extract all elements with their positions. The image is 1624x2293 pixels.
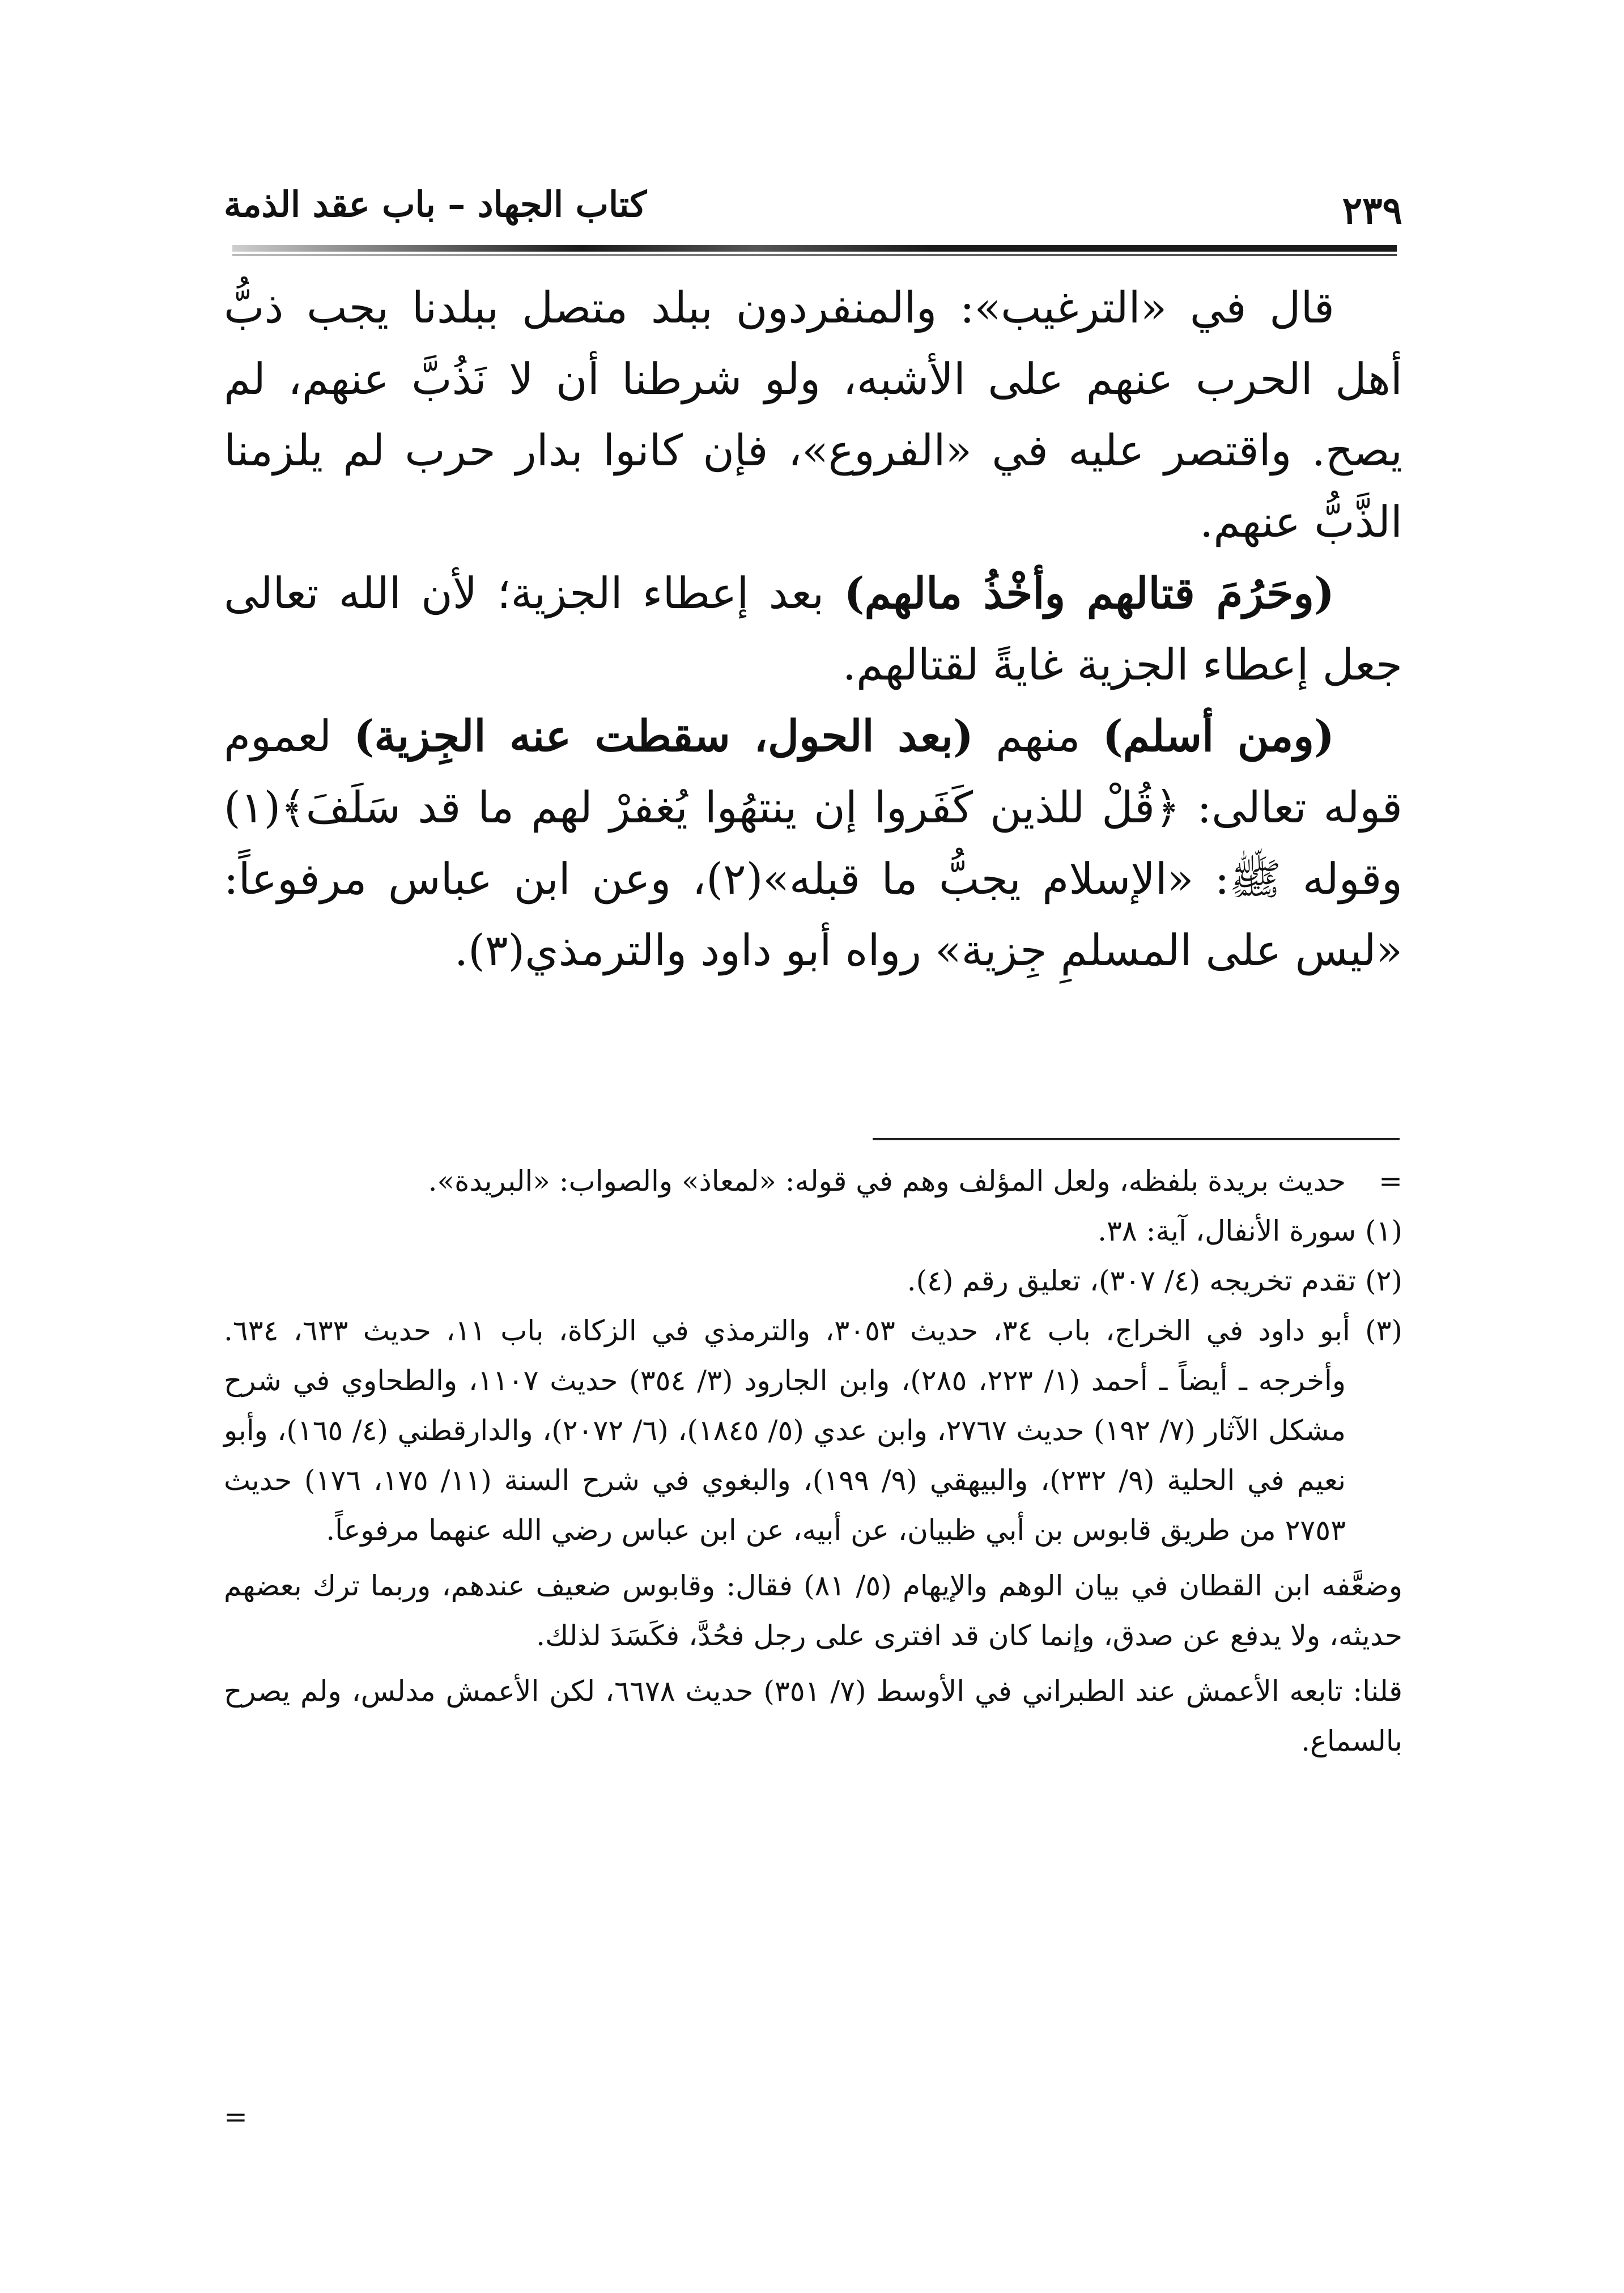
header-rule-thin [232, 254, 1397, 256]
main-text [224, 272, 1402, 986]
footnote-3-paragraph-2: وضعَّفه ابن القطان في بيان الوهم والإيهام (٥/ ٨١) فقال: وقابوس ضعيف عندهم، وربما ترك بعضهم حديثه، ولا يدفع عن صدق، وإنما كان قد افترى على رجل فحُدَّ، فكَسَدَ لذلك. [224, 1569, 1402, 1652]
paragraph-3-mid: منهم [973, 711, 1103, 761]
paragraph-2 [224, 558, 1402, 700]
footnote-continuation-text: حديث بريدة بلفظه، ولعل المؤلف وهم في قوله: «لمعاذ» والصواب: «البريدة». [428, 1165, 1346, 1198]
paragraph-1: قال في «الترغيب»: والمنفردون ببلد متصل ببلدنا يجب ذبُّ أهل الحرب عنهم على الأشبه، ولو شرطنا أن لا نَذُبَّ عنهم، لم يصح. واقتصر عليه في «الفروع»، فإن كانوا بدار حرب لم يلزمنا الذَّبُّ عنهم. [224, 282, 1402, 547]
footnote-separator [873, 1138, 1400, 1140]
footnote-2: (٢) تقدم تخريجه (٤/ ٣٠٧)، تعليق رقم (٤). [907, 1264, 1402, 1297]
page-header [224, 170, 1402, 232]
paragraph-3 [224, 700, 1402, 986]
running-title: كتاب الجهاد – باب عقد الذمة [224, 184, 647, 225]
footnotes [224, 1156, 1402, 1766]
footnote-3: (٣) أبو داود في الخراج، باب ٣٤، حديث ٣٠٥٣، والترمذي في الزكاة، باب ١١، حديث ٦٣٣، ٦٣٤. وأخرجه ـ أيضاً ـ أحمد (١/ ٢٢٣، ٢٨٥)، وابن الجارود (٣/ ٣٥٤) حديث ١١٠٧، والطحاوي في شرح مشكل الآثار (٧/ ١٩٢) حديث ٢٧٦٧، وابن عدي (٥/ ١٨٤٥)، (٦/ ٢٠٧٢)، والدارقطني (٤/ ١٦٥)، وأبو نعيم في الحلية (٩/ ٢٣٢)، والبيهقي (٩/ ١٩٩)، والبغوي في شرح السنة (١١/ ١٧٥، ١٧٦) حديث ٢٧٥٣ من طريق قابوس بن أبي ظبيان، عن أبيه، عن ابن عباس رضي الله عنهما مرفوعاً. [224, 1314, 1403, 1547]
header-rule [232, 245, 1397, 252]
paragraph-3-bold-2: (بعد الحول، سقطت عنه الجِزية) [354, 711, 973, 761]
footnote-3-paragraph-3: قلنا: تابعه الأعمش عند الطبراني في الأوسط (٧/ ٣٥١) حديث ٦٦٧٨، لكن الأعمش مدلس، ولم يصرح بالسماع. [224, 1675, 1402, 1757]
paragraph-3-bold-1: (ومن أسلم) [1102, 711, 1334, 761]
footnote-continuation [224, 1156, 1402, 1206]
paragraph-3-rest: لعموم قوله تعالى: ﴿قُلْ للذين كَفَروا إن ينتهُوا يُغفرْ لهم ما قد سَلَفَ﴾(١) وقوله ﷺ: «الإسلام يجبُّ ما قبله»(٢)، وعن ابن عباس مرفوعاً: «ليس على المسلمِ جِزية» رواه أبو داود والترمذي(٣). [224, 711, 1403, 975]
paragraph-2-bold: (وحَرُمَ قتالهم وأخْذُ مالهم) [844, 568, 1334, 618]
continuation-marker: = [1379, 1165, 1402, 1198]
page-number: ٢٣٩ [1342, 188, 1402, 232]
footnote-1: (١) سورة الأنفال، آية: ٣٨. [1098, 1215, 1402, 1247]
continued-marker: = [224, 2100, 248, 2133]
paragraph-2-rest: بعد إعطاء الجزية؛ لأن الله تعالى جعل إعطاء الجزية غايةً لقتالهم. [224, 568, 1402, 690]
